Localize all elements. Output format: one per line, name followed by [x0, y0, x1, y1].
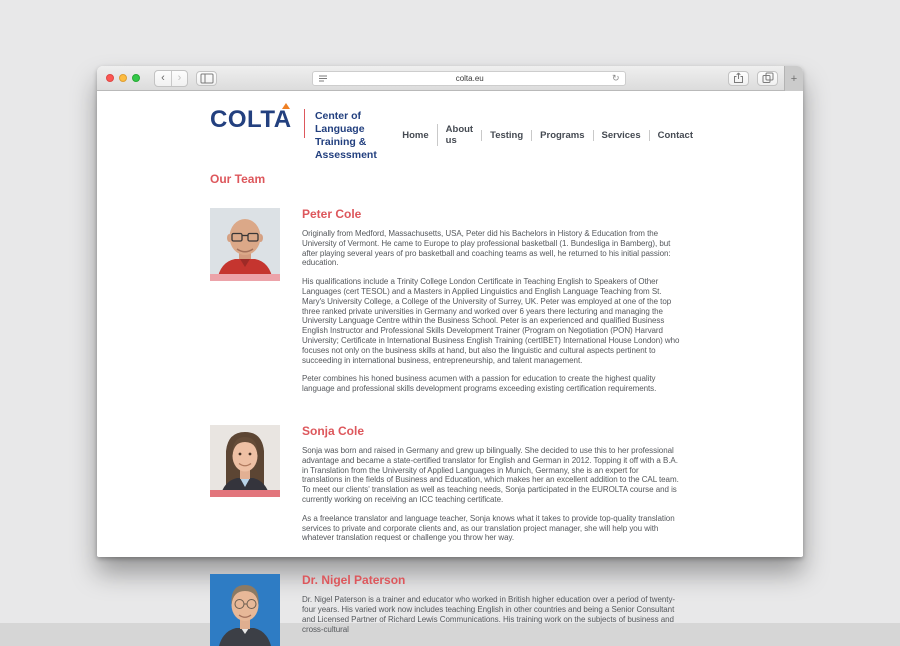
member-name: Sonja Cole [302, 423, 365, 438]
back-button[interactable] [155, 71, 171, 86]
webpage-content [97, 91, 803, 634]
team-member-nigel-paterson [210, 574, 693, 646]
colta-logo[interactable] [210, 106, 394, 162]
member-bio [302, 574, 680, 646]
sonja-portrait-image [210, 425, 280, 497]
sidebar-icon [200, 73, 214, 84]
plus-icon: + [790, 72, 798, 85]
member-bio [302, 208, 680, 403]
page-title: Our Team [210, 172, 266, 186]
nav-item-about-us[interactable]: About us [437, 124, 481, 146]
nigel-portrait-image [210, 574, 280, 646]
back-icon: ‹ [161, 71, 165, 84]
bio-paragraph: Dr. Nigel Paterson is a trainer and educator who worked in British higher education over a period of twenty-four years. His varied work now includes teaching English in other countries and being a Senior Consultant and Licensed Partner of Richard Lewis Communications. His training work on the subjects of business and cross-cultural [302, 595, 676, 634]
logo-tagline [315, 106, 394, 162]
close-button[interactable] [106, 74, 114, 82]
address-bar[interactable] [312, 71, 626, 86]
team-member-peter-cole [210, 208, 693, 403]
tagline-line-1: Center of Language [314, 110, 365, 135]
tabs-icon [762, 72, 774, 84]
reader-icon[interactable] [318, 74, 328, 83]
nav-item-home[interactable]: Home [402, 129, 429, 141]
bio-paragraph: His qualifications include a Trinity College London Certificate in Teaching English to Speakers of Other Languages (cert TESOL) and a Masters in Applied Linguistics and English Language Teaching from St. Mary's University College, a College of the University of Surrey, UK. Peter was employed at one of the top three ranked private universities in Germany and worked over 6 years there lecturing and managing the University Language Centre within the Business School. Peter is an experienced and qualified Business English Instructor and Professional Skills Development Trainer (Program on Negotiation (PON) Harvard University; Certificate in International Business English Training (certIBET) International House London) who focuses not only on the business skills at hand, but also the linguistic and cultural aspects pertinent to succeeding in international business, entrepreneurship, and talent management. [302, 277, 680, 365]
tagline-line-2: Training & Assessment [314, 136, 377, 161]
browser-window [97, 66, 803, 634]
minimize-button[interactable] [119, 74, 127, 82]
refresh-icon[interactable]: ↻ [611, 73, 620, 83]
peter-portrait-image [210, 208, 280, 281]
logo-wordmark [210, 106, 292, 133]
bio-paragraph: Originally from Medford, Massachusetts, USA, Peter did his Bachelors in History & Education from the University of Vermont. He came to Europe to play professional basketball (1. Bundesliga in Bamberg), but after playing several years of pro basketball and coaching teams as well, he returned to his initial passion: education. [302, 229, 671, 268]
url-text: colta.eu [455, 73, 484, 83]
tabs-button[interactable] [757, 71, 778, 86]
forward-icon: › [177, 71, 182, 84]
site-header [210, 106, 693, 161]
bio-paragraph: As a freelance translator and language teacher, Sonja knows what it takes to provide top-quality translation services to private and corporate clients and, as our translation project manager, she will help you with whatever translation request or challenge you throw her way. [302, 513, 675, 543]
nav-item-testing[interactable]: Testing [481, 130, 531, 141]
nav-item-services[interactable]: Services [593, 130, 649, 141]
new-tab-button[interactable] [784, 66, 803, 91]
forward-button[interactable] [171, 71, 187, 86]
member-name: Peter Cole [302, 207, 362, 221]
bio-paragraph: Peter combines his honed business acumen with a passion for education to create the highest quality language and professional skills development programs exceeding existing certification requirements. [302, 374, 657, 394]
logo-text: COLTA [210, 106, 292, 133]
member-photo-nigel [210, 574, 280, 646]
bio-paragraph: Sonja was born and raised in Germany and grew up bilingually. She decided to use this to her professional advantage and became a state-certified translator for English and German in 2012. Topping it off with a B.A. in Translation from the University of Applied Languages in Munich, Germany, she is an expert for translations in the fields of Business and Education, which makes her an excellent addition to the CAL team. To meet our clients' translation as well as teaching needs, Sonja participated in the EUROLTA course and is currently working on receiving an ICC teaching certificate. [302, 445, 679, 504]
main-nav [394, 124, 693, 146]
team-member-sonja-cole [210, 425, 693, 552]
member-bio [302, 425, 680, 552]
share-button[interactable] [728, 71, 749, 86]
member-photo-sonja [210, 425, 280, 552]
member-photo-peter [210, 208, 280, 403]
nav-item-contact[interactable]: Contact [649, 130, 693, 141]
sidebar-button[interactable] [196, 71, 217, 86]
browser-toolbar [97, 66, 803, 91]
share-icon [733, 72, 744, 84]
history-nav-group [154, 70, 188, 87]
toolbar-right-tools [720, 71, 778, 86]
member-name: Dr. Nigel Paterson [302, 573, 406, 588]
logo-divider [304, 109, 305, 138]
fullscreen-button[interactable] [132, 74, 140, 82]
logo-accent-triangle-icon [282, 103, 290, 109]
window-controls [106, 74, 145, 82]
nav-item-programs[interactable]: Programs [531, 130, 592, 141]
